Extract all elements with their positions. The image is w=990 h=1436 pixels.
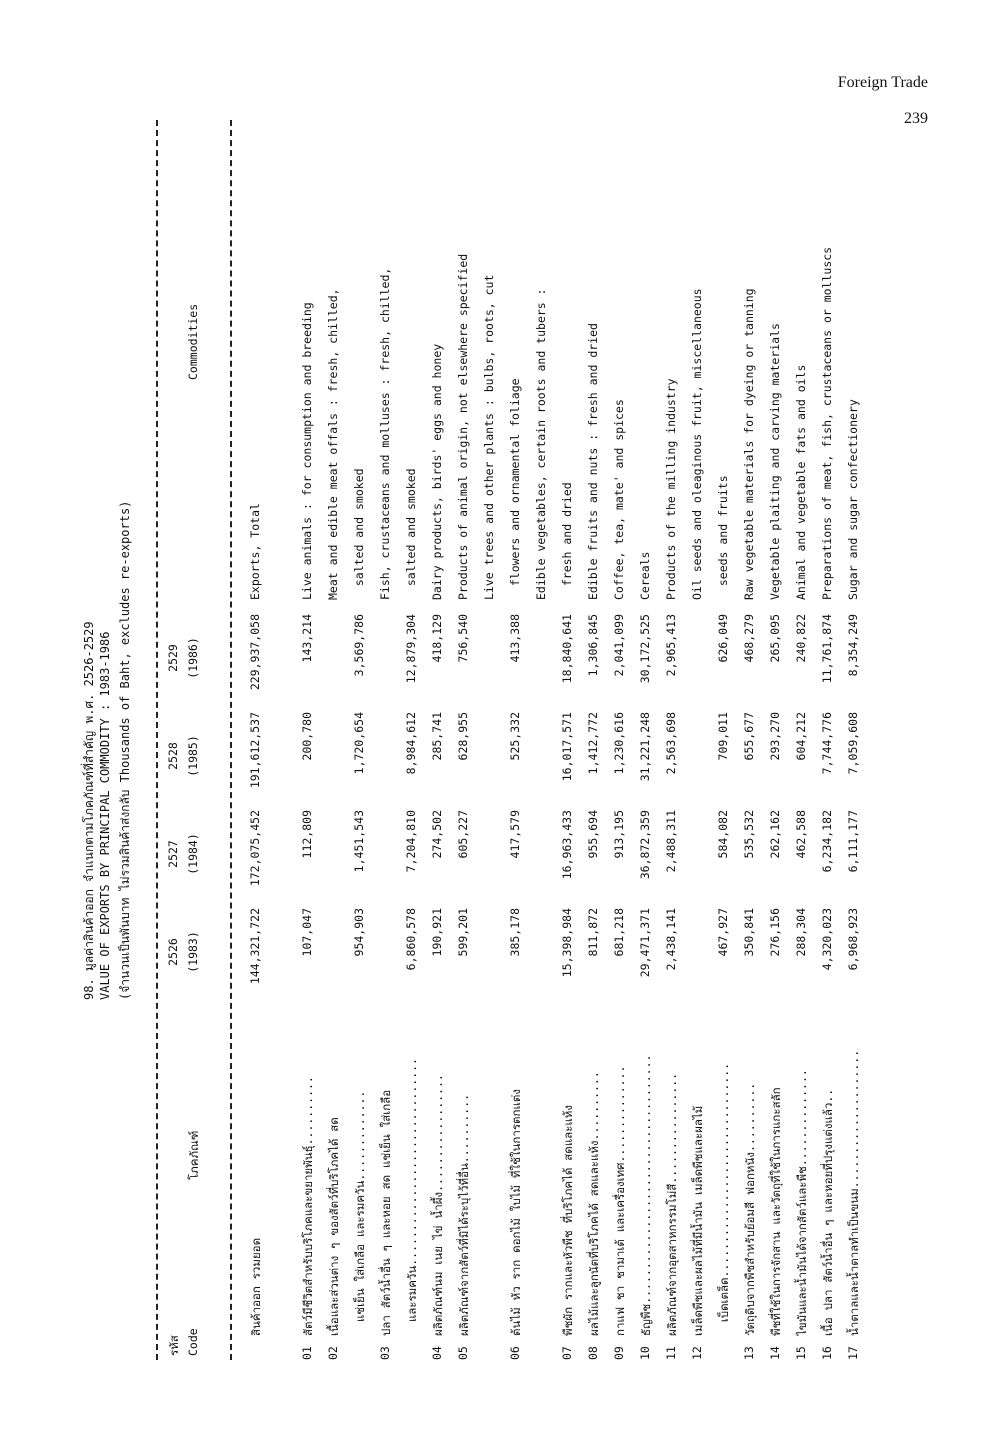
row-value: 628,955 [456, 712, 470, 761]
header-year-ad: (1986) [186, 637, 200, 679]
row-code: 03 [378, 1346, 392, 1360]
row-commodity-english: Meat and edible meat offals : fresh, chilled, [326, 288, 340, 600]
row-commodity-english: Preparations of meat, fish, crustaceans or molluscs [820, 246, 834, 600]
row-commodity-thai: สัตว์มีชีวิตสำหรับบริโภคและขยายพันธุ์.......... [301, 1076, 315, 1336]
row-code: 05 [456, 1346, 470, 1360]
table-row [404, 120, 424, 1360]
row-commodity-thai: แช่เย็น ใส่เกลือ และรมควัน............. [353, 1090, 367, 1336]
row-value: 462,588 [794, 810, 808, 859]
row-value: 599,201 [456, 908, 470, 957]
row-code: 07 [560, 1346, 574, 1360]
row-commodity-english: salted and smoked [352, 468, 366, 600]
header-commodities-english: Commodities [186, 303, 200, 380]
row-value: 3,569,786 [352, 614, 366, 677]
row-value: 12,879,304 [404, 614, 418, 684]
row-commodity-thai: กาแฟ ชา ชามาเต้ และเครื่องเทศ.............. [613, 1065, 627, 1336]
table-row [820, 120, 840, 1360]
header-code-thai: รหัส [167, 1335, 181, 1356]
row-code: 09 [612, 1346, 626, 1360]
row-code: 15 [794, 1346, 808, 1360]
row-commodity-thai: ปลา สัตว์น้ำอื่น ๆ และหอย สด แช่เย็น ใส่เกลือ [379, 1089, 393, 1336]
row-code: 13 [742, 1346, 756, 1360]
row-code: 02 [326, 1346, 340, 1360]
row-code: 10 [638, 1346, 652, 1360]
header-year-be: 2527 [166, 840, 180, 868]
row-value: 1,451,543 [352, 810, 366, 873]
row-commodity-english: Live animals : for consumption and breeding [300, 302, 314, 600]
row-value: 144,321,722 [248, 908, 262, 985]
row-commodity-english: Oil seeds and oleaginous fruit, miscellaneous [690, 288, 704, 600]
row-value: 16,017,571 [560, 712, 574, 782]
row-value: 16,963,433 [560, 810, 574, 880]
table-row [742, 120, 762, 1360]
row-commodity-thai: ผลิตภัณฑ์นม เนย ไข่ น้ำผึ้ง................. [431, 1074, 445, 1336]
row-value: 190,921 [430, 908, 444, 957]
row-value: 467,927 [716, 908, 730, 957]
row-value: 535,532 [742, 810, 756, 859]
row-code: 12 [690, 1346, 704, 1360]
row-value: 229,937,058 [248, 614, 262, 691]
top-rule [156, 120, 158, 1360]
row-value: 655,677 [742, 712, 756, 761]
running-header-title: Foreign Trade [837, 74, 928, 91]
row-value: 262,162 [768, 810, 782, 859]
table-row [768, 120, 788, 1360]
row-value: 29,471,371 [638, 908, 652, 978]
table-row [664, 120, 684, 1360]
row-commodity-thai: วัตถุดิบจากพืชสำหรับย้อมสี ฟอกหนัง.......... [743, 1082, 757, 1336]
row-value: 276,156 [768, 908, 782, 957]
row-value: 1,720,654 [352, 712, 366, 775]
row-value: 8,354,249 [846, 614, 860, 677]
row-value: 584,082 [716, 810, 730, 859]
row-code: 11 [664, 1346, 678, 1360]
row-value: 6,860,578 [404, 908, 418, 971]
row-value: 350,841 [742, 908, 756, 957]
row-value: 418,129 [430, 614, 444, 663]
row-value: 31,221,248 [638, 712, 652, 782]
row-value: 1,230,616 [612, 712, 626, 775]
row-value: 1,412,772 [586, 712, 600, 775]
row-commodity-thai: สินค้าออก รวมยอด [249, 1237, 263, 1336]
row-commodity-english: Vegetable plaiting and carving materials [768, 323, 782, 600]
table-row [430, 120, 450, 1360]
row-value: 955,694 [586, 810, 600, 859]
table-row [456, 120, 476, 1360]
row-code: 06 [508, 1346, 522, 1360]
row-value: 811,872 [586, 908, 600, 957]
header-year-ad: (1985) [186, 735, 200, 777]
table-row [482, 120, 502, 1360]
row-value: 36,872,359 [638, 810, 652, 880]
row-value: 8,984,612 [404, 712, 418, 775]
row-value: 200,780 [300, 712, 314, 761]
row-commodity-thai: เนื้อ ปลา สัตว์น้ำอื่น ๆ และหอยที่ปรุงแต่งแล้ว.. [821, 1088, 835, 1336]
row-value: 7,744,776 [820, 712, 834, 775]
row-value: 2,965,413 [664, 614, 678, 677]
row-commodity-thai: ผลิตภัณฑ์จากสัตว์ที่มิได้ระบุไว้ที่อื่น.......... [457, 1093, 471, 1336]
header-commodity-thai: โภคภัณฑ์ [187, 1130, 201, 1180]
row-value: 2,041,099 [612, 614, 626, 677]
row-code: 04 [430, 1346, 444, 1360]
table-row [274, 120, 294, 1360]
header-year-be: 2526 [166, 938, 180, 966]
row-commodity-english: Exports, Total [248, 503, 262, 600]
row-value: 6,968,923 [846, 908, 860, 971]
row-commodity-thai: เนื้อและส่วนต่าง ๆ ของสัตว์ที่บริโภคได้ สด [327, 1117, 341, 1336]
row-value: 107,047 [300, 908, 314, 957]
row-value: 605,227 [456, 810, 470, 859]
row-commodity-english: fresh and dried [560, 482, 574, 600]
row-commodity-english: Products of the milling industry [664, 378, 678, 600]
row-value: 756,540 [456, 614, 470, 663]
row-value: 288,304 [794, 908, 808, 957]
table-row [846, 120, 866, 1360]
row-value: 385,178 [508, 908, 522, 957]
row-commodity-english: salted and smoked [404, 468, 418, 600]
row-value: 15,398,984 [560, 908, 574, 978]
row-value: 2,488,311 [664, 810, 678, 873]
row-code: 14 [768, 1346, 782, 1360]
row-commodity-english: Cereals [638, 551, 652, 600]
row-commodity-thai: ผลิตภัณฑ์จากอุตสาหกรรมโม่สี................ [665, 1072, 679, 1336]
table-row [352, 120, 372, 1360]
header-year-ad: (1984) [186, 833, 200, 875]
table-row [508, 120, 528, 1360]
row-value: 525,332 [508, 712, 522, 761]
header-year-ad: (1983) [186, 931, 200, 973]
row-value: 18,840,641 [560, 614, 574, 684]
table-row [534, 120, 554, 1360]
row-value: 417,579 [508, 810, 522, 859]
table-row [716, 120, 736, 1360]
row-commodity-english: Live trees and other plants : bulbs, roots, cut [482, 274, 496, 600]
row-code: 17 [846, 1346, 860, 1360]
row-commodity-english: Dairy products, birds' eggs and honey [430, 343, 444, 600]
table-row [794, 120, 814, 1360]
row-value: 6,234,182 [820, 810, 834, 873]
row-commodity-english: flowers and ornamental foliage [508, 378, 522, 600]
row-commodity-english: Edible fruits and nuts : fresh and dried [586, 323, 600, 600]
row-commodity-english: Fish, crustaceans and molluses : fresh, chilled, [378, 267, 392, 600]
row-value: 112,809 [300, 810, 314, 859]
table-title-english: VALUE OF EXPORTS BY PRINCIPAL COMMODITY : 1983-1986 [98, 631, 112, 1000]
row-value: 30,172,525 [638, 614, 652, 684]
header-rule [230, 120, 232, 1360]
row-value: 172,075,452 [248, 810, 262, 887]
row-value: 274,502 [430, 810, 444, 859]
header-year-be: 2529 [166, 644, 180, 672]
row-commodity-english: Coffee, tea, mate' and spices [612, 399, 626, 600]
row-commodity-thai: พืชที่ใช้ในการจักสาน และวัตถุที่ใช้ในการแกะสลัก [769, 1087, 783, 1336]
row-commodity-thai: น้ำตาลและน้ำตาลทำเป็นขนม.................... [847, 1049, 861, 1336]
row-value: 604,212 [794, 712, 808, 761]
table-title-thai: 98. มูลค่าสินค้าออก จำแนกตามโภคภัณฑ์ที่สำคัญ พ.ศ. 2526-2529 [82, 621, 96, 1000]
row-value: 468,279 [742, 614, 756, 663]
row-value: 7,204,810 [404, 810, 418, 873]
row-commodity-english: Edible vegetables, certain roots and tubers : [534, 288, 548, 600]
row-commodity-thai: เบ็ดเตล็ด............................... [717, 1062, 731, 1336]
table-row [326, 120, 346, 1360]
table-row [690, 120, 710, 1360]
row-commodity-thai: ธัญพืช.................................... [639, 1054, 653, 1336]
table-row [248, 120, 268, 1360]
row-commodity-thai: และรมควัน.............................. [405, 1058, 419, 1336]
row-value: 913,195 [612, 810, 626, 859]
row-commodity-thai: ต้นไม้ หัว ราก ดอกไม้ ใบไม้ ที่ใช้ในการตกแต่ง [509, 1089, 523, 1336]
row-value: 626,049 [716, 614, 730, 663]
rotated-table [70, 120, 890, 1360]
row-value: 4,320,023 [820, 908, 834, 971]
row-value: 191,612,537 [248, 712, 262, 789]
row-value: 293,270 [768, 712, 782, 761]
row-value: 681,218 [612, 908, 626, 957]
header-code-english: Code [186, 1328, 200, 1356]
page-number: 239 [904, 110, 928, 127]
table-row [586, 120, 606, 1360]
row-value: 285,741 [430, 712, 444, 761]
row-value: 7,059,608 [846, 712, 860, 775]
table-row [638, 120, 658, 1360]
row-value: 2,563,698 [664, 712, 678, 775]
table-row [378, 120, 398, 1360]
row-commodity-thai: พืชผัก รากและหัวพืช ที่บริโภคได้ สดและแห้ง [561, 1104, 575, 1336]
row-value: 2,438,141 [664, 908, 678, 971]
row-code: 01 [300, 1346, 314, 1360]
row-commodity-thai: เมล็ดพืชและผลไม้ที่มีน้ำมัน เมล็ดพืชและผลไม้ [691, 1105, 705, 1336]
row-commodity-english: Raw vegetable materials for dyeing or tanning [742, 288, 756, 600]
row-commodity-english: Products of animal origin, not elsewhere specified [456, 253, 470, 600]
row-value: 265,095 [768, 614, 782, 663]
row-value: 143,214 [300, 614, 314, 663]
row-commodity-english: Sugar and sugar confectionery [846, 399, 860, 600]
row-commodity-thai: ไขมันและน้ำมันได้จากสัตว์และพืช.............. [795, 1069, 809, 1336]
row-code: 08 [586, 1346, 600, 1360]
row-value: 1,306,845 [586, 614, 600, 677]
table-row [560, 120, 580, 1360]
row-value: 709,011 [716, 712, 730, 761]
table-row [612, 120, 632, 1360]
row-code: 16 [820, 1346, 834, 1360]
row-value: 413,388 [508, 614, 522, 663]
row-commodity-thai: ผลไม้และลูกนัตที่บริโภคได้ สดและแห้ง.......... [587, 1071, 601, 1336]
row-value: 954,903 [352, 908, 366, 957]
row-value: 6,111,177 [846, 810, 860, 873]
row-commodity-english: Animal and vegetable fats and oils [794, 364, 808, 600]
row-value: 240,822 [794, 614, 808, 663]
row-value: 11,761,874 [820, 614, 834, 684]
row-commodity-english: seeds and fruits [716, 475, 730, 600]
table-unit-note: (จำนวนเป็นพันบาท ไม่รวมสินค้าส่งกลับ Thousands of Baht, excludes re-exports) [118, 500, 132, 1000]
header-year-be: 2528 [166, 742, 180, 770]
table-row [300, 120, 320, 1360]
